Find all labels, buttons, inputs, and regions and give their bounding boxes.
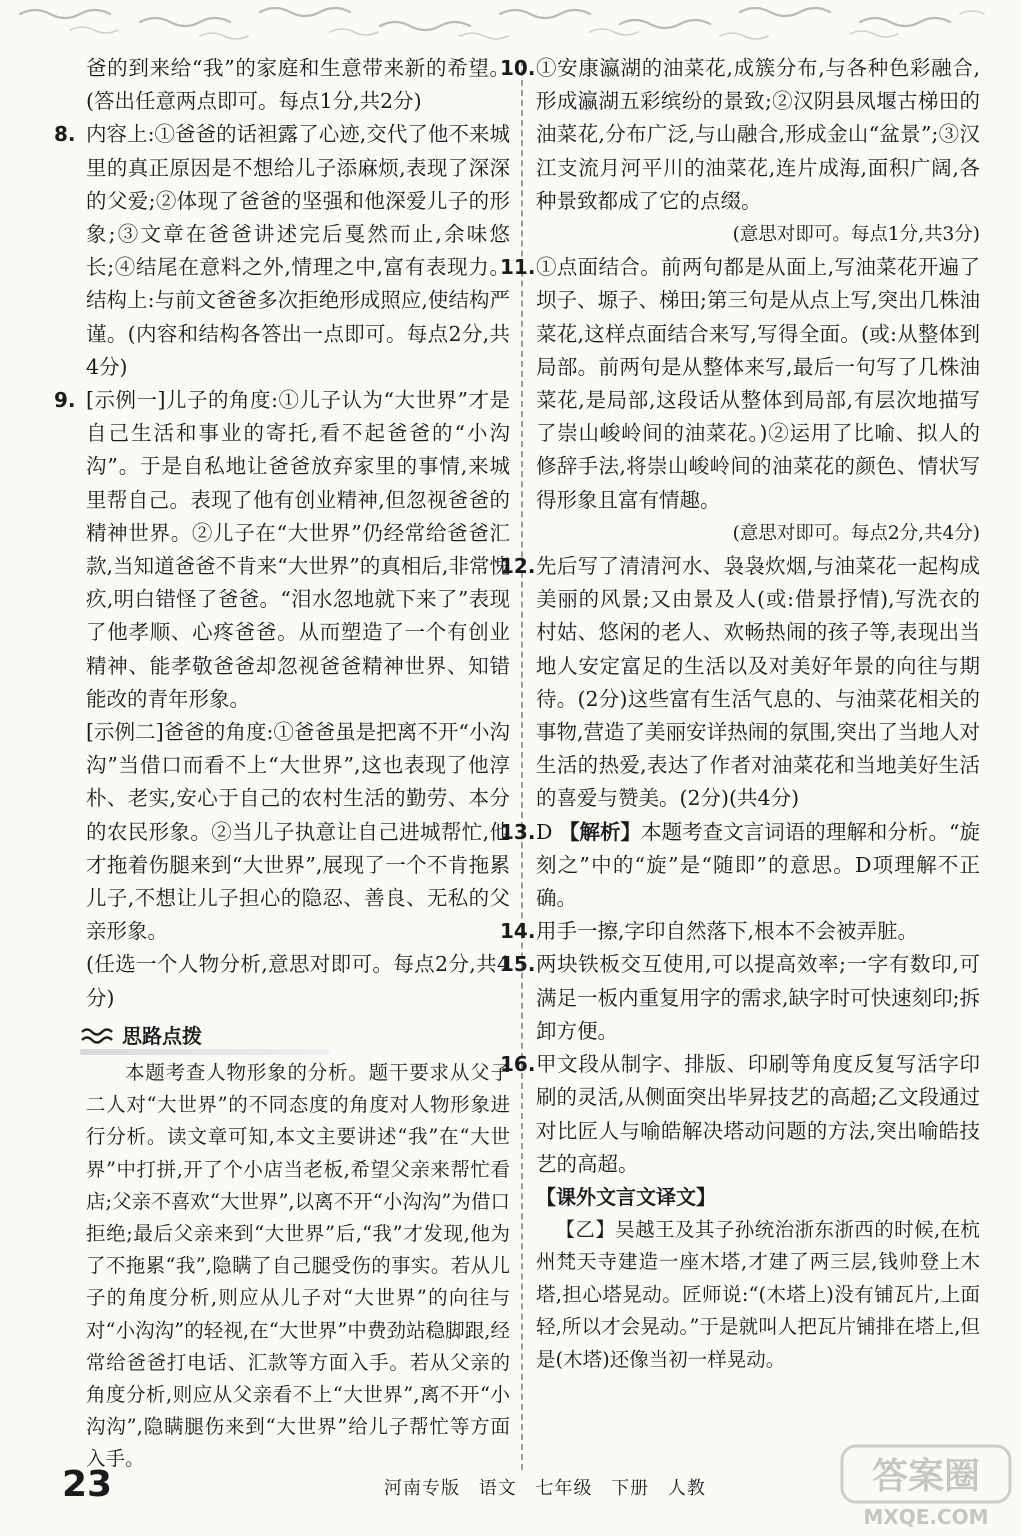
example-text: 儿子的角度:①儿子认为“大世界”才是自己生活和事业的寄托,看不起爸爸的“小沟沟”。于是自私地让爸爸放弃家里的事情,来城里帮自己。表现了他有创业精神,但忽视爸爸的精神世界。②儿子在“大世界”仍经常给爸爸汇款,当知道爸爸不肯来“大世界”的真相后,非常愧疚,明白错怪了爸爸。“泪水忽地就下来了”表现了他孝顺、心疼爸爸。从而塑造了一个有创业精神、能孝敬爸爸却忽视爸爸精神世界、知错能改的青年形象。 [86,388,510,711]
answer-10 [500,52,980,251]
translation-heading: 【课外文言文译文】 [536,1184,716,1209]
answer-text: ①安康瀛湖的油菜花,成簇分布,与各种色彩融合,形成瀛湖五彩缤纷的景致;②汉阴县凤堰古梯田的油菜花,分布广泛,与山融合,形成金山“盆景”;③汉江支流月河平川的油菜花,连片成海,面积广阔,各种景致都成了它的点缀。 [536,56,980,213]
answer-text: 先后写了清清河水、袅袅炊烟,与油菜花一起构成美丽的风景;又由景及人(或:借景抒情),写洗衣的村姑、悠闲的老人、欢畅热闹的孩子等,表现出当地人安定富足的生活以及对美好年景的向往与期待。(2分)这些富有生活气息的、与油菜花相关的事物,营造了美丽安详热闹的氛围,突出了当地人对生活的热爱,表达了作者对油菜花和当地美好生活的喜爱与赞美。(2分)(共4分) [536,554,980,811]
example-one [86,384,510,716]
question-number: 10. [500,56,536,80]
heading-underline [80,1049,330,1055]
example-text: 爸爸的角度:①爸爸虽是把离不开“小沟沟”当借口而看不上“大世界”,这也表现了他淳朴、老实,安心于自己的农村生活的勤劳、本分的农民形象。②当儿子执意让自己进城帮忙,他才拖着伤腿来到“大世界”,展现了一个不肯拖累儿子,不想让儿子担心的隐忍、善良、无私的父亲形象。 [86,720,510,944]
answer-continuation [86,52,510,118]
answer-12 [500,550,980,816]
question-number: 16. [500,1052,536,1077]
translation-text: 【乙】吴越王及其子孙统治浙东浙西的时候,在杭州梵天寺建造一座木塔,才建了两三层,钱帅登上木塔,担心塔晃动。匠师说:“(木塔上)没有铺瓦片,上面轻,所以才会晃动。”于是就叫人把瓦片铺排在塔上,但是(木塔)还像当初一样晃动。 [536,1217,980,1371]
question-number: 15. [500,952,536,977]
left-column [54,52,510,1476]
answer-text: 两块铁板交互使用,可以提高效率;一字有数印,可满足一板内重复用字的需求,缺字时可快速刻印;拆卸方便。 [536,952,980,1043]
tips-heading-text: 思路点拨 [122,1023,202,1048]
question-number: 9. [54,388,76,413]
answer-13 [500,816,980,916]
score-note: (意思对即可。每点2分,共4分) [732,522,980,544]
question-number: 13. [500,819,536,844]
score-note: (任选一个人物分析,意思对即可。每点2分,共4分) [86,952,510,1010]
intro-line: 爸的到来给“我”的家庭和生意带来新的希望。(答出任意两点即可。每点1分,共2分) [86,56,510,114]
answer-14 [500,915,980,948]
example-tag: [示例二] [86,720,164,745]
answer-text: 甲文段从制字、排版、印刷等角度反复写活字印刷的灵活,从侧面突出毕昇技艺的高超;乙文段通过对比匠人与喻皓解决塔动问题的方法,突出喻皓技艺的高超。 [536,1052,980,1176]
score-note: (意思对即可。每点1分,共3分) [732,224,980,246]
answer-8 [54,118,510,384]
right-column [500,52,980,1376]
watermark-sub: MXQE.COM [863,1505,989,1529]
answer-11 [500,251,980,550]
answer-16 [500,1048,980,1181]
example-tag: [示例一] [86,388,166,413]
question-number: 8. [54,122,76,147]
answer-text: ①点面结合。前两句都是从面上,写油菜花开遍了坝子、塬子、梯田;第三句是从点上写,突出几株油菜花,这样点面结合来写,写得全面。(或:从整体到局部。前两句是从整体来写,最后一句写了几株油菜花,是局部,这段话从整体到局部,有层次地描写了崇山峻岭间的油菜花。)②运用了比喻、拟人的修辞手法,将崇山峻岭间的油菜花的颜色、情状写得形象且富有情趣。 [536,255,980,512]
answer-text: 内容上:①爸爸的话袒露了心迹,交代了他不来城里的真正原因是不想给儿子添麻烦,表现了深深的父爱;②体现了爸爸的坚强和他深爱儿子的形象;③文章在爸爸讲述完后戛然而止,余味悠长;④结尾在意料之外,情理之中,富有表现力。结构上:与前文爸爸多次拒绝形成照应,使结构严谨。(内容和结构各答出一点即可。每点2分,共4分) [86,122,510,379]
watermark-logo [838,1440,1014,1532]
decorative-wave-band [0,0,1021,46]
question-number: 14. [500,919,536,944]
answer-choice: D [536,819,553,844]
example-two [86,716,510,948]
watermark-main: 答案圈 [871,1456,981,1497]
question-number: 11. [500,255,536,280]
page-number: 23 [62,1464,113,1505]
tips-body: 本题考查人物形象的分析。题干要求从父子二人对“大世界”的不同态度的角度对人物形象进行分析。读文章可知,本文主要讲述“我”在“大世界”中打拼,开了个小店当老板,希望父亲来帮忙看店;父亲不喜欢“大世界”,以离不开“小沟沟”为借口拒绝;最后父亲来到“大世界”后,“我”才发现,他为了不拖累“我”,隐瞒了自己腿受伤的事实。若从儿子的角度分析,则应从儿子对“大世界”的向往与对“小沟沟”的轻视,在“大世界”中费劲站稳脚跟,经常给爸爸打电话、汇款等方面入手。若从父亲的角度分析,则应从父亲看不上“大世界”,离不开“小沟沟”,隐瞒腿伤来到“大世界”给儿子帮忙等方面入手。 [86,1060,510,1471]
answer-15 [500,948,980,1048]
analysis-label: 【解析】 [558,819,642,844]
footer-text: 河南专版 语文 七年级 下册 人教 [384,1478,706,1499]
answer-9 [54,384,510,1015]
tips-heading [80,1019,510,1053]
question-number: 12. [500,554,536,579]
answer-text: 用手一擦,字印自然落下,根本不会被弄脏。 [536,919,919,944]
analysis-text: 本题考查文言词语的理解和分析。“旋刻之”中的“旋”是“随即”的意思。D项理解不正确。 [536,819,980,911]
wave-lines-icon [80,1025,114,1047]
answer-text [536,816,980,916]
